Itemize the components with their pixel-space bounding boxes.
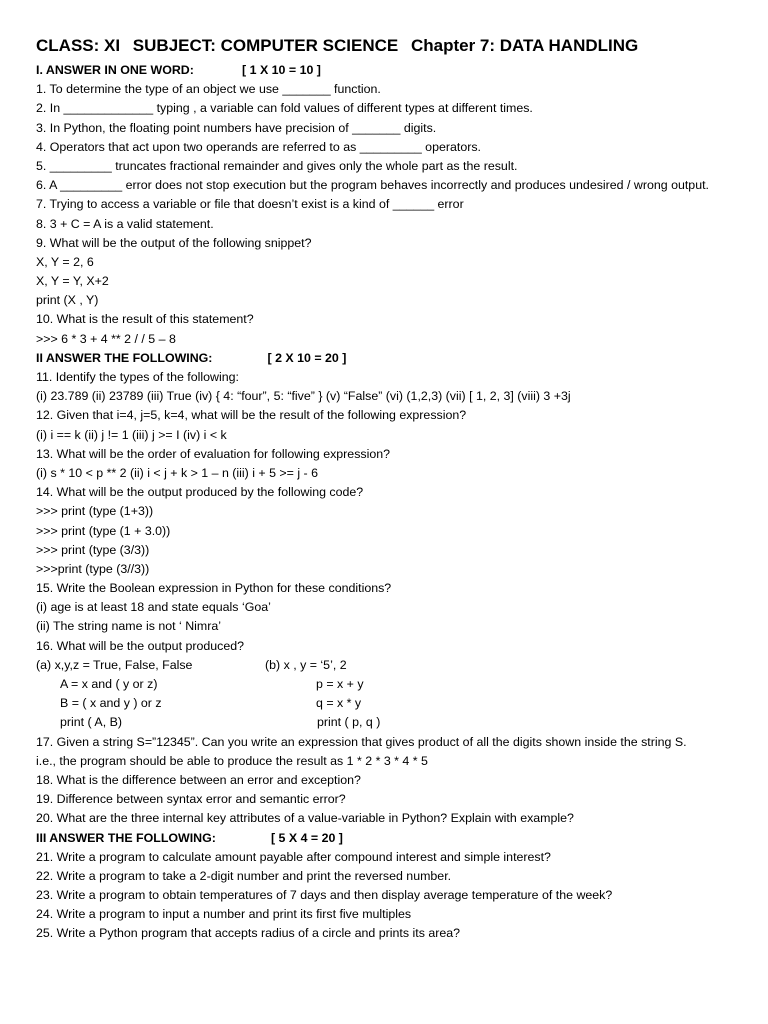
question-13: 13. What will be the order of evaluation for following expression? xyxy=(36,446,391,461)
question-16-row xyxy=(36,694,736,713)
question-19: 19. Difference between syntax error and semantic error? xyxy=(36,792,346,807)
question-9: 9. What will be the output of the following snippet? xyxy=(36,235,312,250)
code-line: >>> print (type (1+3)) xyxy=(36,504,154,519)
question-17-note: i.e., the program should be able to produce the result as 1 * 2 * 3 * 4 * 5 xyxy=(36,753,428,768)
question-15-item: (ii) The string name is not ‘ Nimra’ xyxy=(36,619,221,634)
question-6: 6. A _________ error does not stop execution but the program behaves incorrectly and produces undesired / wrong output. xyxy=(36,178,709,193)
code-line: >>> print (type (1 + 3.0)) xyxy=(36,523,171,538)
section-heading-1: I. ANSWER IN ONE WORD: [ 1 X 10 = 10 ] xyxy=(36,63,321,77)
question-7: 7. Trying to access a variable or file that doesn’t exist is a kind of ______ error xyxy=(36,197,464,212)
code-line: A = x and ( y or z) xyxy=(60,677,158,692)
question-17: 17. Given a string S=”12345”. Can you write an expression that gives product of all the digits shown inside the string S. xyxy=(36,734,687,749)
question-18: 18. What is the difference between an error and exception? xyxy=(36,772,361,787)
question-list xyxy=(36,61,736,944)
code-line: q = x * y xyxy=(316,696,362,711)
code-line: >>> 6 * 3 + 4 ** 2 / / 5 – 8 xyxy=(36,331,176,346)
code-line: >>>print (type (3//3)) xyxy=(36,561,150,576)
code-line: p = x + y xyxy=(316,677,364,692)
subject-label: SUBJECT: COMPUTER SCIENCE xyxy=(132,36,399,55)
question-15: 15. Write the Boolean expression in Python for these conditions? xyxy=(36,581,392,596)
question-21: 21. Write a program to calculate amount payable after compound interest and simple interest? xyxy=(36,849,551,864)
code-line: >>> print (type (3/3)) xyxy=(36,542,150,557)
question-13-items: (i) s * 10 < p ** 2 (ii) i < j + k > 1 – n (iii) i + 5 >= j - 6 xyxy=(36,465,319,480)
code-line: (b) x , y = ‘5’, 2 xyxy=(265,657,347,672)
chapter-label: Chapter 7: DATA HANDLING xyxy=(410,36,639,55)
question-11: 11. Identify the types of the following: xyxy=(36,370,239,385)
question-16-row xyxy=(36,713,736,732)
code-line: (a) x,y,z = True, False, False xyxy=(36,657,193,672)
question-25: 25. Write a Python program that accepts radius of a circle and prints its area? xyxy=(36,926,461,941)
question-1: 1. To determine the type of an object we use _______ function. xyxy=(36,82,381,97)
code-line: B = ( x and y ) or z xyxy=(60,696,162,711)
question-16-row xyxy=(36,675,736,694)
question-3: 3. In Python, the floating point numbers have precision of _______ digits. xyxy=(36,120,437,135)
question-16: 16. What will be the output produced? xyxy=(36,638,245,653)
question-4: 4. Operators that act upon two operands are referred to as _________ operators. xyxy=(36,139,481,154)
class-label: CLASS: XI xyxy=(36,36,121,55)
section-heading-3: III ANSWER THE FOLLOWING: [ 5 X 4 = 20 ] xyxy=(36,830,343,845)
section-heading-2: II ANSWER THE FOLLOWING: [ 2 X 10 = 20 ] xyxy=(36,350,347,365)
question-24: 24. Write a program to input a number and print its first five multiples xyxy=(36,907,412,922)
page-title xyxy=(36,36,646,56)
question-2: 2. In _____________ typing , a variable can fold values of different types at different times. xyxy=(36,101,533,116)
code-line: print (X , Y) xyxy=(36,293,99,308)
question-10: 10. What is the result of this statement? xyxy=(36,312,254,327)
code-line: print ( A, B) xyxy=(60,715,122,730)
code-line: print ( p, q ) xyxy=(317,715,381,730)
question-20: 20. What are the three internal key attributes of a value-variable in Python? Explain with example? xyxy=(36,811,574,826)
code-line: X, Y = 2, 6 xyxy=(36,254,94,269)
question-16-row xyxy=(36,656,736,675)
code-line: X, Y = Y, X+2 xyxy=(36,274,109,289)
question-22: 22. Write a program to take a 2-digit number and print the reversed number. xyxy=(36,868,452,883)
question-12-items: (i) i == k (ii) j != 1 (iii) j >= I (iv) i < k xyxy=(36,427,227,442)
question-15-item: (i) age is at least 18 and state equals ‘Goa’ xyxy=(36,600,271,615)
question-23: 23. Write a program to obtain temperatures of 7 days and then display average temperature of the week? xyxy=(36,888,613,903)
question-11-items: (i) 23.789 (ii) 23789 (iii) True (iv) { 4: “four”, 5: “five” } (v) “False” (vi) (1,2,3) (vii) [ 1, 2, 3] (viii) 3 +3j xyxy=(36,389,571,404)
question-14: 14. What will be the output produced by the following code? xyxy=(36,485,364,500)
question-12: 12. Given that i=4, j=5, k=4, what will be the result of the following expression? xyxy=(36,408,467,423)
question-5: 5. _________ truncates fractional remainder and gives only the whole part as the result. xyxy=(36,158,518,173)
question-8: 8. 3 + C = A is a valid statement. xyxy=(36,216,214,231)
